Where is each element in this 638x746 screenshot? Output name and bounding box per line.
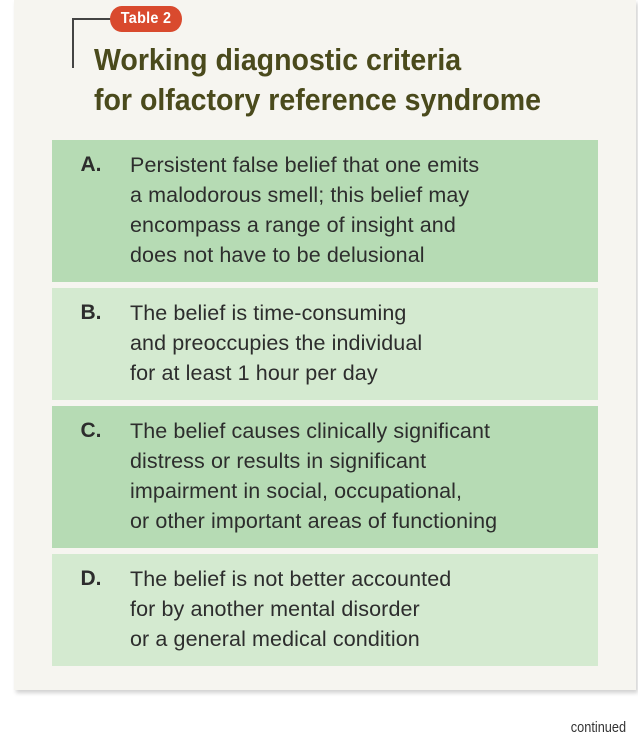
table-title-line-2: for olfactory reference syndrome: [94, 82, 541, 117]
criterion-line: or other important areas of functioning: [130, 509, 498, 533]
table-title-line-1: Working diagnostic criteria: [94, 42, 462, 77]
criterion-line: does not have to be delusional: [130, 243, 425, 267]
criterion-line: for at least 1 hour per day: [130, 361, 378, 385]
criterion-line: for by another mental disorder: [130, 597, 420, 621]
criterion-a: [52, 140, 598, 288]
criterion-text: [130, 298, 588, 388]
criteria-list: [52, 140, 598, 672]
criterion-d: [52, 554, 598, 672]
criterion-line: The belief is not better accounted: [130, 567, 452, 591]
criterion-b: [52, 288, 598, 406]
criterion-letter: D.: [80, 567, 102, 590]
criterion-letter: B.: [80, 301, 102, 324]
criterion-line: and preoccupies the individual: [130, 331, 423, 355]
criterion-line: distress or results in significant: [130, 449, 427, 473]
criterion-text: [130, 416, 588, 536]
table-title: [94, 40, 572, 120]
criterion-letter: C.: [80, 419, 102, 442]
criterion-c: [52, 406, 598, 554]
criterion-line: encompass a range of insight and: [130, 213, 456, 237]
table-label-badge: Table 2: [110, 6, 182, 32]
criterion-line: The belief causes clinically significant: [130, 419, 491, 443]
criterion-line: Persistent false belief that one emits: [130, 153, 480, 177]
criterion-letter: A.: [80, 153, 102, 176]
criterion-line: or a general medical condition: [130, 627, 420, 651]
criterion-line: a malodorous smell; this belief may: [130, 183, 470, 207]
criterion-line: impairment in social, occupational,: [130, 479, 463, 503]
criterion-text: [130, 150, 588, 270]
criterion-text: [130, 564, 588, 654]
criterion-line: The belief is time-consuming: [130, 301, 407, 325]
continued-label: continued: [570, 719, 626, 736]
